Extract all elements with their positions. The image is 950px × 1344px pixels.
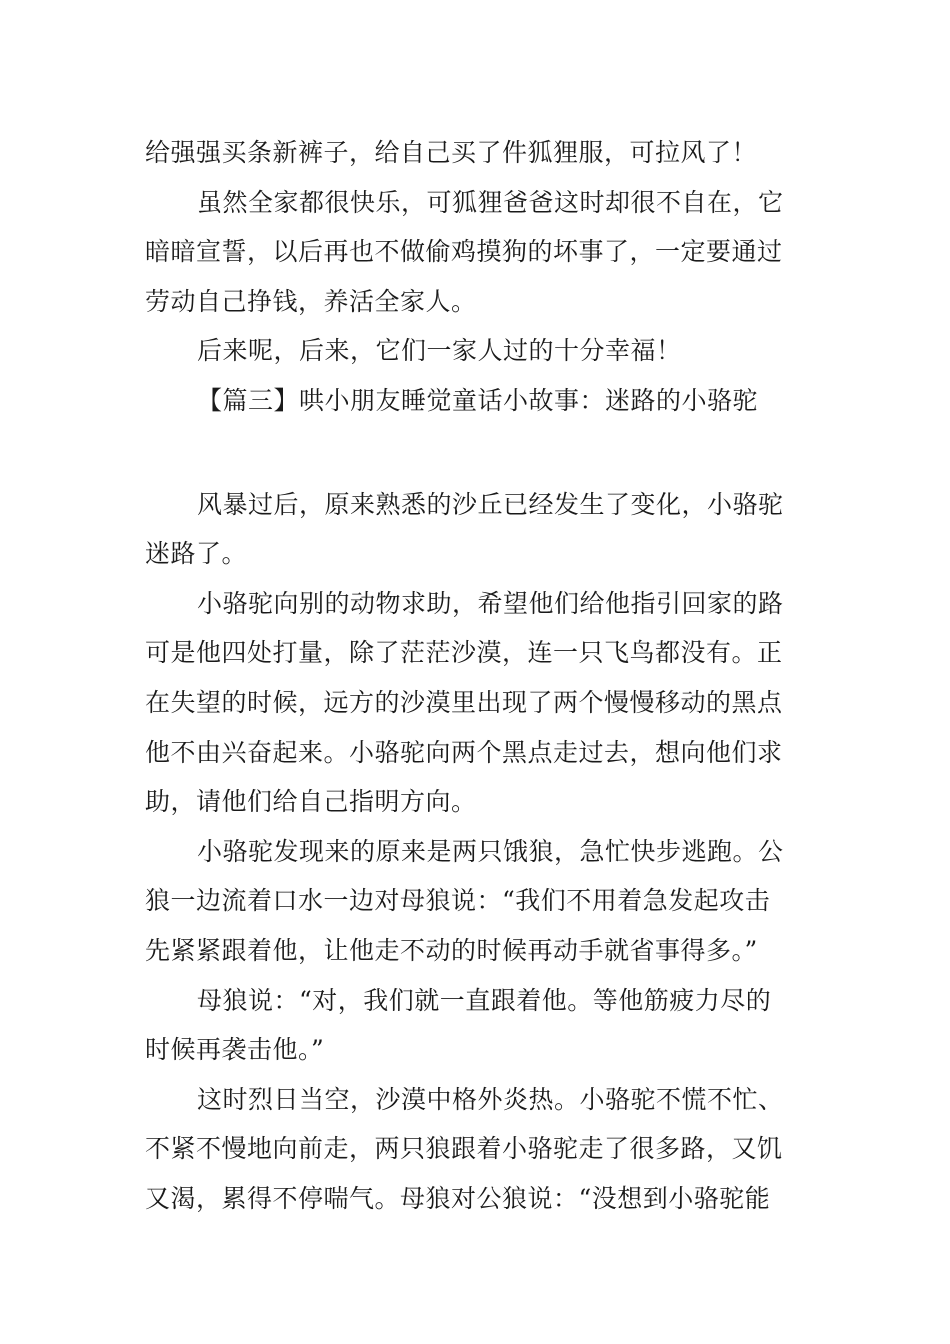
text-line: 在失望的时候，远方的沙漠里出现了两个慢慢移动的黑点 [145, 687, 783, 717]
section-heading: 【篇三】哄小朋友睡觉童话小故事：迷路的小骆驼 [197, 385, 759, 415]
blank-line [145, 426, 810, 480]
paragraph [145, 827, 810, 976]
text-line: 劳动自己挣钱，养活全家人。 [145, 286, 477, 316]
paragraph [145, 326, 810, 376]
paragraph [145, 128, 810, 178]
paragraph [145, 178, 810, 327]
text-line: 母狼说：“对，我们就一直跟着他。等他筋疲力尽的 [197, 985, 772, 1015]
text-line: 迷路了。 [145, 539, 248, 569]
text-line: 这时烈日当空，沙漠中格外炎热。小骆驼不慌不忙、 [197, 1084, 784, 1114]
text-line: 可是他四处打量，除了茫茫沙漠，连一只飞鸟都没有。正 [145, 638, 783, 668]
text-line: 先紧紧跟着他，让他走不动的时候再动手就省事得多。” [145, 935, 758, 965]
document-body [145, 128, 810, 1223]
paragraph [145, 579, 810, 827]
text-line: 他不由兴奋起来。小骆驼向两个黑点走过去，想向他们求 [145, 737, 783, 767]
text-line: 给强强买条新裤子，给自己买了件狐狸服，可拉风了！ [145, 138, 758, 167]
text-line: 暗暗宣誓，以后再也不做偷鸡摸狗的坏事了，一定要通过 [145, 237, 783, 267]
text-line: 小骆驼发现来的原来是两只饿狼，急忙快步逃跑。公 [197, 836, 784, 866]
text-line: 虽然全家都很快乐，可狐狸爸爸这时却很不自在，它 [197, 187, 784, 217]
text-line: 后来呢，后来，它们一家人过的十分幸福！ [197, 336, 682, 366]
text-line: 又渴，累得不停喘气。母狼对公狼说：“没想到小骆驼能 [145, 1183, 771, 1213]
paragraph [145, 1075, 810, 1224]
text-line: 助，请他们给自己指明方向。 [145, 787, 477, 817]
paragraph [145, 480, 810, 579]
text-line: 不紧不慢地向前走，两只狼跟着小骆驼走了很多路，又饥 [145, 1134, 783, 1164]
text-line: 小骆驼向别的动物求助，希望他们给他指引回家的路 [197, 588, 784, 618]
text-line: 风暴过后，原来熟悉的沙丘已经发生了变化，小骆驼 [197, 489, 784, 519]
text-line: 时候再袭击他。” [145, 1035, 325, 1065]
text-line: 狼一边流着口水一边对母狼说：“我们不用着急发起攻击 [145, 886, 771, 916]
paragraph [145, 976, 810, 1075]
